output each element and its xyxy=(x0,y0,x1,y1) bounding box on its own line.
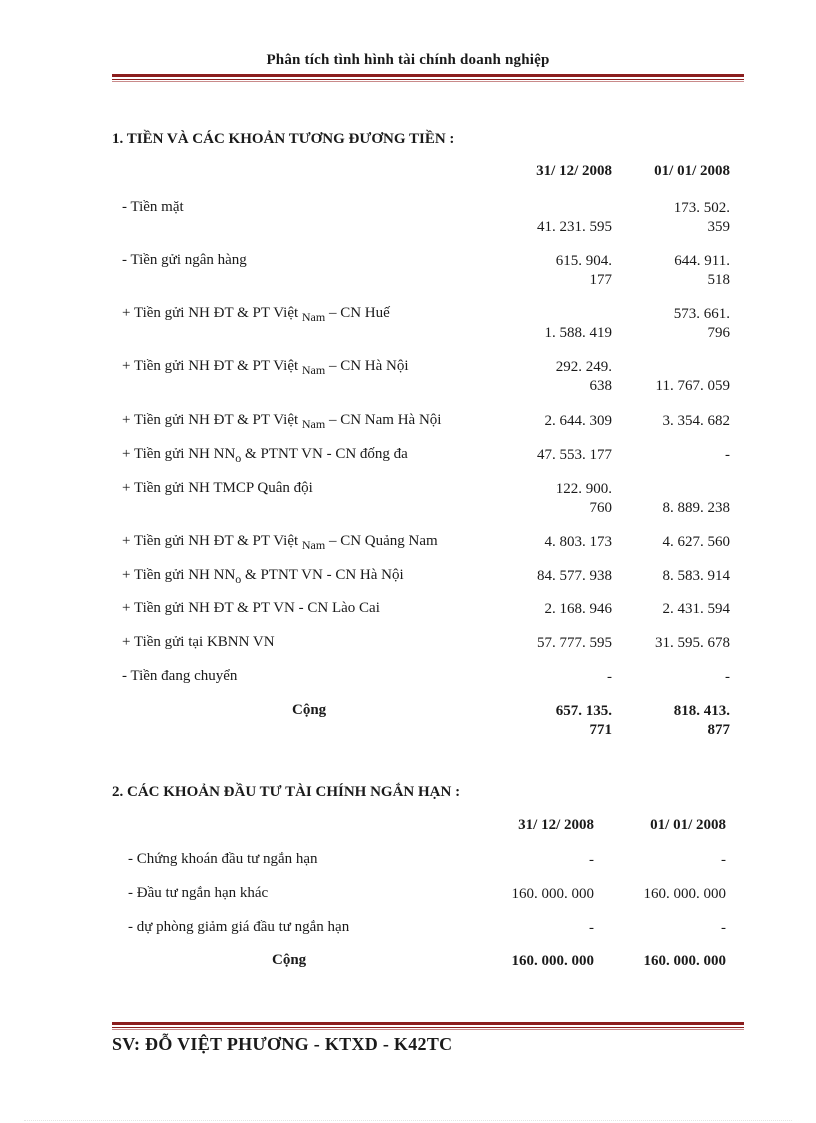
total-label: Cộng xyxy=(272,952,307,968)
row-label: - dự phòng giảm giá đầu tư ngắn hạn xyxy=(128,919,350,935)
footer-divider xyxy=(112,1022,744,1030)
row-label: + Tiền gửi tại KBNN VN xyxy=(122,634,275,650)
row-label: + Tiền gửi NH $NN_o$ & PTNT VN - CN đống đa xyxy=(122,446,408,465)
header-divider xyxy=(112,74,744,82)
value-2008-start: 11. 767. 059 xyxy=(655,378,730,394)
value-2008-start: - xyxy=(725,447,730,463)
value-2008-end: 47. 553. 177 xyxy=(537,447,612,463)
value-2008-end: 122. 900. 760 xyxy=(555,481,612,516)
value-2008-end: 57. 777. 595 xyxy=(537,635,612,651)
total-value-2008-start: 818. 413. 877 xyxy=(673,703,730,738)
value-2008-start: - xyxy=(721,920,726,936)
value-2008-end: - xyxy=(589,852,594,868)
section-1-col-2008-end: 31/ 12/ 2008 xyxy=(536,163,612,179)
row-label: - Tiền đang chuyển xyxy=(122,668,238,684)
section-1-title: 1. TIỀN VÀ CÁC KHOẢN TƯƠNG ĐƯƠNG TIỀN : xyxy=(112,131,455,147)
total-value-2008-end: 160. 000. 000 xyxy=(511,953,594,969)
page-bottom-border xyxy=(24,1120,792,1121)
value-2008-start: 4. 627. 560 xyxy=(662,534,730,550)
value-2008-end: 41. 231. 595 xyxy=(537,219,612,235)
row-label: + Tiền gửi NH $NN_o$ & PTNT VN - CN Hà Nội xyxy=(122,567,404,586)
value-2008-end: 292. 249. 638 xyxy=(555,359,612,394)
value-2008-end: 2. 644. 309 xyxy=(544,413,612,429)
row-label: + Tiền gửi NH TMCP Quân đội xyxy=(122,480,313,496)
value-2008-start: 31. 595. 678 xyxy=(655,635,730,651)
value-2008-start: - xyxy=(721,852,726,868)
value-2008-start: 160. 000. 000 xyxy=(643,886,726,902)
section-2-title: 2. CÁC KHOẢN ĐẦU TƯ TÀI CHÍNH NGẮN HẠN : xyxy=(112,784,461,800)
row-label: + Tiền gửi NH ĐT & PT Việt $_{Nam}$ – CN Hà Nội xyxy=(122,358,409,377)
row-label: - Chứng khoán đầu tư ngắn hạn xyxy=(128,851,318,867)
row-label: + Tiền gửi NH ĐT & PT Việt $_{Nam}$ – CN Huế xyxy=(122,305,390,324)
page-header-title: Phân tích tình hình tài chính doanh nghiệp xyxy=(266,52,550,68)
footer-student-info: SV: ĐỖ VIỆT PHƯƠNG - KTXD - K42TC xyxy=(112,1034,453,1054)
value-2008-start: 2. 431. 594 xyxy=(662,601,730,617)
value-2008-start: 3. 354. 682 xyxy=(662,413,730,429)
value-2008-end: 4. 803. 173 xyxy=(544,534,612,550)
value-2008-end: 160. 000. 000 xyxy=(511,886,594,902)
row-label: + Tiền gửi NH ĐT & PT VN - CN Lào Cai xyxy=(122,600,380,616)
value-2008-start: 173. 502. 359 xyxy=(673,200,730,235)
value-2008-start: - xyxy=(725,669,730,685)
value-2008-start: 573. 661. 796 xyxy=(673,306,730,341)
total-value-2008-end: 657. 135. 771 xyxy=(555,703,612,738)
row-label: + Tiền gửi NH ĐT & PT Việt $_{Nam}$ – CN Nam Hà Nội xyxy=(122,412,442,431)
row-label: - Tiền mặt xyxy=(122,199,184,215)
row-label: - Đầu tư ngắn hạn khác xyxy=(128,885,269,901)
value-2008-start: 8. 889. 238 xyxy=(662,500,730,516)
section-2-col-2008-start: 01/ 01/ 2008 xyxy=(650,817,726,833)
value-2008-end: 615. 904. 177 xyxy=(555,253,612,288)
value-2008-end: 1. 588. 419 xyxy=(544,325,612,341)
value-2008-start: 644. 911. 518 xyxy=(674,253,730,288)
total-value-2008-start: 160. 000. 000 xyxy=(643,953,726,969)
section-2-col-2008-end: 31/ 12/ 2008 xyxy=(518,817,594,833)
value-2008-start: 8. 583. 914 xyxy=(662,568,730,584)
row-label: + Tiền gửi NH ĐT & PT Việt $_{Nam}$ – CN Quảng Nam xyxy=(122,533,438,552)
value-2008-end: 2. 168. 946 xyxy=(544,601,612,617)
value-2008-end: - xyxy=(589,920,594,936)
value-2008-end: - xyxy=(607,669,612,685)
row-label: - Tiền gửi ngân hàng xyxy=(122,252,247,268)
section-1-col-2008-start: 01/ 01/ 2008 xyxy=(654,163,730,179)
total-label: Cộng xyxy=(292,702,327,718)
value-2008-end: 84. 577. 938 xyxy=(537,568,612,584)
